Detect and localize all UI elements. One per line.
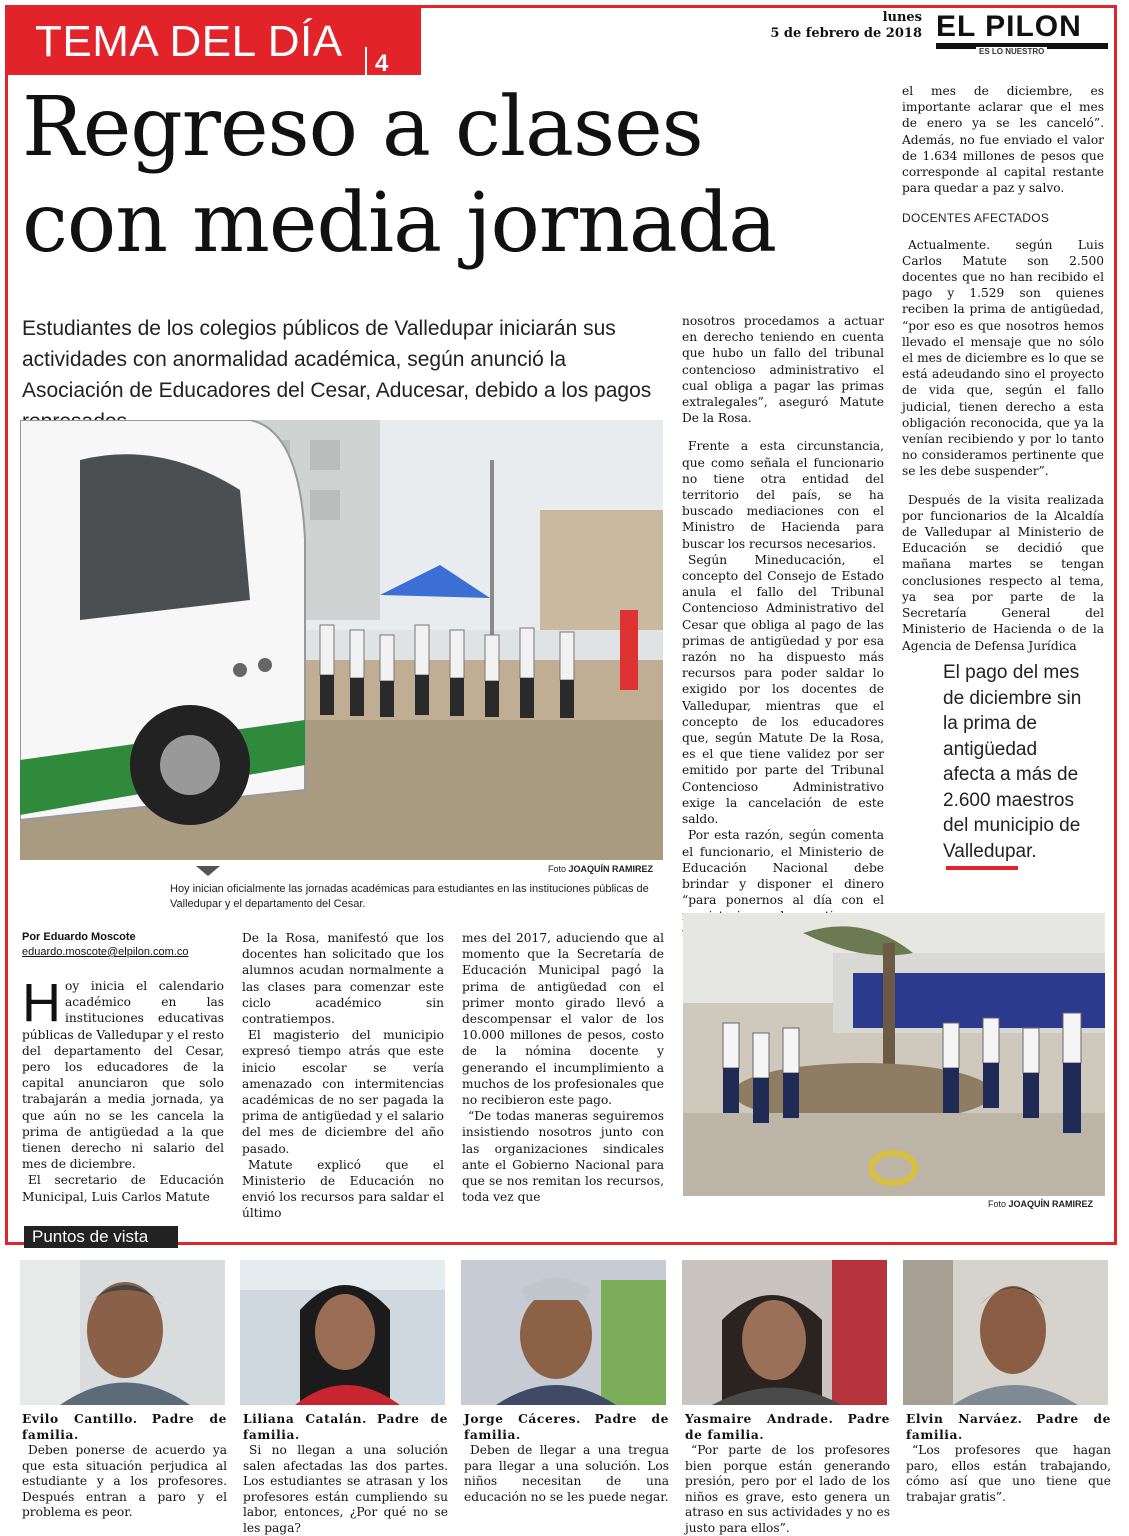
vox-role: Padre de familia. <box>243 1412 448 1442</box>
logo-slogan: ES LO NUESTRO <box>976 47 1047 56</box>
vox-jorge-caceres <box>464 1412 669 1505</box>
vox-quote: “Los profesores que hagan paro, ellos están trabajando, cómo así que uno tiene que trabajar gratis”. <box>906 1443 1111 1504</box>
paragraph: Después de la visita realizada por funcionarios de la Alcaldía de Valledupar al Ministerio de Educación se decidió que mañana martes se tengan conclusiones respecto al tema, ya sea por parte de la Secretaría General del Ministerio de Hacienda o de la Agencia de Defensa Jurídica <box>902 492 1104 653</box>
section-title: TEMA DEL DÍA <box>35 17 343 66</box>
body-column-2 <box>242 930 444 1222</box>
portrait-illustration <box>903 1260 1108 1405</box>
vox-role: Padre de familia. <box>22 1412 228 1442</box>
portrait-illustration <box>20 1260 225 1405</box>
vox-name: Yasmaire Andrade. <box>685 1412 834 1426</box>
logo-name: EL PILON <box>936 10 1082 43</box>
portrait-illustration <box>240 1260 445 1405</box>
paragraph: el mes de diciembre, es importante aclarar que el mes de enero ya se les canceló”. Además, no fue enviado el valor de 1.634 millones de pesos que corresponde al capital restante para quedar a paz y salvo. <box>902 84 1104 196</box>
paragraph: Matute explicó que el Ministerio de Educación no envió los recursos para saldar el último <box>242 1157 444 1221</box>
vox-heading <box>906 1412 1111 1443</box>
portrait-yasmaire-andrade <box>682 1260 887 1405</box>
portrait-illustration <box>461 1260 666 1405</box>
vox-heading <box>243 1412 448 1443</box>
photo1-credit-name: JOAQUÍN RAMIREZ <box>568 864 654 874</box>
photo2-credit-prefix: Foto <box>988 1199 1007 1209</box>
puntos-de-vista-tab: Puntos de vista <box>24 1226 178 1248</box>
vox-name: Liliana Catalán. <box>243 1412 367 1426</box>
portrait-illustration <box>682 1260 887 1405</box>
paragraph <box>22 973 225 1172</box>
headline <box>22 80 882 272</box>
vox-liliana-catalan <box>243 1412 448 1536</box>
subhead-docentes-afectados: DOCENTES AFECTADOS <box>902 211 1050 226</box>
vox-heading <box>685 1412 890 1443</box>
photo-bus-students <box>20 420 663 860</box>
vox-heading <box>464 1412 669 1443</box>
vox-yasmaire-andrade <box>685 1412 890 1536</box>
paragraph: “De todas maneras seguiremos insistiendo nosotros junto con las organizaciones sindicales ante el Gobierno Nacional para que se nos remitan los recursos, toda vez que <box>462 1109 664 1205</box>
headline-line-1: Regreso a clases <box>22 80 703 175</box>
photo2-credit <box>988 1199 1093 1209</box>
caption-arrow-icon <box>196 866 220 876</box>
author-name: Por Eduardo Moscote <box>22 931 136 943</box>
vox-heading <box>22 1412 227 1443</box>
paragraph: Actualmente. según Luis Carlos Matute son 2.500 docentes que no han recibido el pago y 1.529 son quienes reciben la prima de antigüedad, “por eso es que nosotros hemos llevado el mensaje que no sólo el mes de diciembre es lo que se está adeudando sino el proyecto de vida que, según el fallo judicial, tienen derecho a esta obligación reconocida, que ya la venían recibiendo y por lo tanto no consideramos pertinente que se les debe suspender”. <box>902 237 1104 479</box>
paragraph: Frente a esta circunstancia, que como señala el funcionario no tiene otra entidad del territorio del país, se ha buscado mediaciones con el Ministro de Hacienda para buscar los recursos necesarios. <box>682 439 884 551</box>
vox-role: Padre de familia. <box>464 1412 670 1442</box>
vox-quote: Deben ponerse de acuerdo ya que esta situación perjudica al estudiante y a los profesores. Después entran a paro y el problema es peor. <box>22 1443 227 1519</box>
column-middle-top <box>682 313 884 941</box>
paragraph: nosotros procedamos a actuar en derecho teniendo en cuenta que hubo un fallo del tribunal contencioso administrativo el cual obliga a pagar las primas extralegales”, aseguró Matute De la Rosa. <box>682 314 884 426</box>
vox-evilo-cantillo <box>22 1412 227 1521</box>
schoolyard-photo-illustration <box>683 913 1105 1196</box>
photo2-credit-name: JOAQUÍN RAMIREZ <box>1008 1199 1094 1209</box>
bus-photo-illustration <box>20 420 663 860</box>
portrait-jorge-caceres <box>461 1260 666 1405</box>
body-column-1 <box>22 973 225 1205</box>
vox-name: Jorge Cáceres. <box>464 1412 581 1426</box>
vox-name: Elvin Narváez. <box>906 1412 1023 1426</box>
vox-elvin-narvaez <box>906 1412 1111 1505</box>
paragraph: El secretario de Educación Municipal, Luis Carlos Matute <box>22 1173 224 1204</box>
vox-quote: Si no llegan a una solución salen afectadas las dos partes. Los estudiantes se atrasan y los profesores están cumpliendo su labor, entonces, ¿Por qué no se les paga? <box>243 1443 448 1535</box>
el-pilon-logo <box>936 12 1108 54</box>
photo1-credit-prefix: Foto <box>548 864 567 874</box>
vox-quote: Deben de llegar a una tregua para llegar a una solución. Los niños necesitan de una educación no se les puede negar. <box>464 1443 669 1504</box>
paragraph-text: oy inicia el calendario académico en las instituciones educativas públicas de Valledupar y el resto del departamento del Cesar, pero los educadores de la capital anunciaron que solo trabajarán a media jornada, ya que aún no se les cancela la prima de antigüedad a la que tienen derecho ni salario del mes de diciembre. <box>22 979 225 1172</box>
paragraph: mes del 2017, aduciendo que al momento que la Secretaría de Educación Municipal pagó la prima de antigüedad con el primer monto girado llevó a descompensar el valor de los 10.000 millones de pesos, costo de la nómina docente y generando el incumplimiento a muchos de los profesionales que no recibieron este pago. <box>462 931 664 1108</box>
weekday: lunes <box>882 10 922 25</box>
paragraph: El magisterio del municipio expresó tiempo atrás que este inicio escolar se vería amenazado con intermitencias académicas de no ser pagada la prima de antigüedad y el salario del mes de diciembre del año pasado. <box>242 1028 444 1156</box>
column-right <box>902 83 1104 654</box>
vox-name: Evilo Cantillo. <box>22 1412 138 1426</box>
lead-paragraph: Estudiantes de los colegios públicos de Valledupar iniciarán sus actividades con anormalidad académica, según anunció la Asociación de Educadores del Cesar, Aducesar, debido a los pagos <box>22 317 652 402</box>
drop-cap: H <box>22 973 61 1033</box>
date-block <box>770 10 922 42</box>
vox-role: Padre de familia. <box>685 1412 891 1442</box>
headline-line-2: con media jornada <box>22 176 777 271</box>
paragraph: Según Mineducación, el concepto del Consejo de Estado anula el fallo del Tribunal Contencioso Administrativo del Cesar que obliga al pago de las primas de antigüedad y por esa razón no ha dispuesto más recursos para poder saldar lo exigido por los docentes de Valledupar, mientras que el concepto de los educadores que, según Matute De la Rosa, es el que tiene validez por ser emitido por parte del Tribunal Contencioso Administrativo exige la cancelación de este saldo. <box>682 552 884 827</box>
vox-role: Padre de familia. <box>906 1412 1112 1442</box>
portrait-liliana-catalan <box>240 1260 445 1405</box>
page-number: 4 <box>375 50 389 77</box>
portrait-evilo-cantillo <box>20 1260 225 1405</box>
photo1-credit <box>548 864 653 874</box>
pull-quote-rule <box>946 866 1018 870</box>
byline <box>22 930 188 960</box>
section-tab <box>5 5 421 75</box>
date: 5 de febrero de 2018 <box>770 26 922 41</box>
portrait-elvin-narvaez <box>903 1260 1108 1405</box>
photo-schoolyard <box>683 913 1105 1196</box>
body-column-3 <box>462 930 664 1205</box>
photo1-caption: Hoy inician oficialmente las jornadas académicas para estudiantes en las instituciones públicas de Valledupar y el departamento del Cesar. <box>170 883 649 910</box>
section-divider <box>365 47 367 75</box>
paragraph: Por esta razón, según comenta el funcionario, el Ministerio de Educación Nacional debe brindar y disponer el dinero “para ponernos al día con el <box>682 828 884 908</box>
vox-quote: “Por parte de los profesores bien porque están generando presión, pero por el lado de los niños es grave, esto genera un atraso en sus actividades y no es justo para ellos”. <box>685 1443 890 1535</box>
pull-quote: El pago del mes de diciembre sin la prima de antigüedad afecta a más de 2.600 maestros del municipio de Valledupar. <box>943 662 1082 862</box>
paragraph: De la Rosa, manifestó que los docentes han solicitado que los alumnos acudan normalmente a las clases para comenzar este ciclo académico sin contratiempos. <box>242 931 444 1027</box>
author-email-link[interactable]: eduardo.moscote@elpilon.com.co <box>22 946 189 958</box>
